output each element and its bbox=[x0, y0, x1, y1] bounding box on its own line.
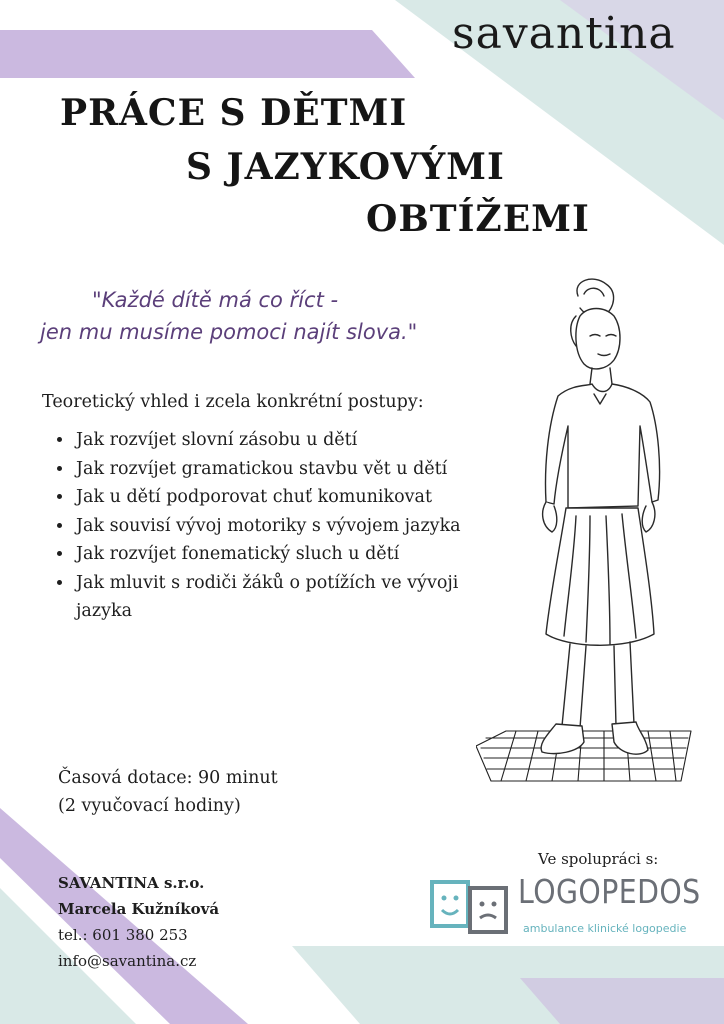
topics-intro: Teoretický vhled i zcela konkrétní postupy: bbox=[42, 392, 424, 412]
title-line-3: OBTÍŽEMI bbox=[366, 198, 590, 240]
lavender-stripe-top bbox=[0, 30, 415, 78]
quote-line-2: jen mu musíme pomoci najít slova." bbox=[40, 320, 418, 344]
time-allocation bbox=[58, 764, 278, 820]
contact-company: SAVANTINA s.r.o. bbox=[58, 874, 205, 892]
logopedos-faces-icon bbox=[430, 878, 510, 936]
woman-illustration bbox=[476, 276, 696, 791]
time-allocation-lessons: (2 vyučovací hodiny) bbox=[58, 796, 241, 816]
topic-item: • Jak u dětí podporovat chuť komunikovat bbox=[74, 483, 514, 512]
topic-item: • Jak rozvíjet gramatickou stavbu vět u dětí bbox=[74, 455, 514, 484]
partner-subtitle: ambulance klinické logopedie bbox=[523, 922, 687, 935]
topic-item: • Jak rozvíjet slovní zásobu u dětí bbox=[74, 426, 514, 455]
brand-logo: savantina bbox=[452, 8, 676, 59]
title-line-1: PRÁCE S DĚTMI bbox=[60, 92, 408, 134]
contact-person: Marcela Kužníková bbox=[58, 900, 220, 918]
title-line-2: S JAZYKOVÝMI bbox=[186, 146, 505, 188]
time-allocation-minutes: Časová dotace: 90 minut bbox=[58, 768, 278, 788]
topic-item: • Jak rozvíjet fonematický sluch u dětí bbox=[74, 540, 514, 569]
collaboration-label: Ve spolupráci s: bbox=[538, 850, 659, 868]
topic-item: • Jak souvisí vývoj motoriky s vývojem jazyka bbox=[74, 512, 514, 541]
topics-list bbox=[48, 426, 514, 626]
contact-phone: tel.: 601 380 253 bbox=[58, 926, 188, 944]
quote-line-1: "Každé dítě má co říct - bbox=[92, 288, 339, 312]
partner-name: LOGOPEDOS bbox=[518, 872, 701, 911]
contact-block bbox=[58, 870, 219, 974]
contact-email: info@savantina.cz bbox=[58, 952, 197, 970]
topic-item: • Jak mluvit s rodiči žáků o potížích ve vývoji jazyka bbox=[74, 569, 514, 626]
